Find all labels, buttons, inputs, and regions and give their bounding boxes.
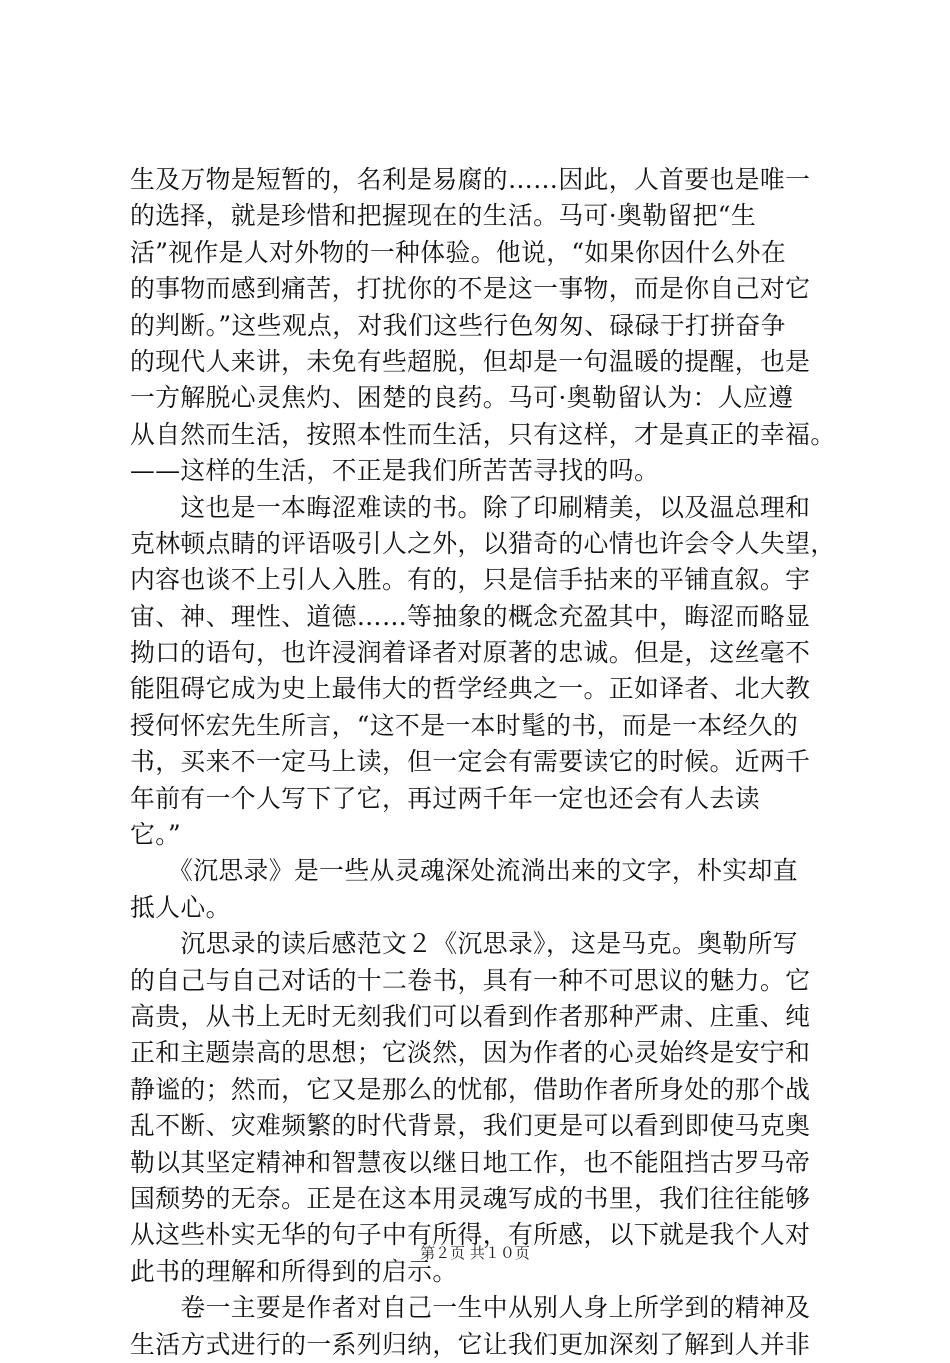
- text-line: 授何怀宏先生所言，“这不是一本时髦的书，而是一本经久的: [130, 710, 799, 740]
- page-number: 第２页 共１０页: [420, 1244, 530, 1262]
- text-line: 它。”: [130, 820, 182, 850]
- text-line: 静谧的；然而，它又是那么的忧郁，借助作者所身处的那个战: [130, 1074, 811, 1104]
- text-line: 宙、神、理性、道德……等抽象的概念充盈其中，晦涩而略显: [130, 601, 811, 631]
- text-line: 活”视作是人对外物的一种体验。他说，“如果你因什么外在: [130, 237, 787, 267]
- text-line: 国颓势的无奈。正是在这本用灵魂写成的书里，我们往往能够: [130, 1183, 811, 1213]
- text-line: 能阻碍它成为史上最伟大的哲学经典之一。正如译者、北大教: [130, 674, 811, 704]
- text-line: 的事物而感到痛苦，打扰你的不是这一事物，而是你自己对它: [130, 274, 811, 304]
- text-line: 书，买来不一定马上读，但一定会有需要读它的时候。近两千: [130, 747, 811, 777]
- text-line: 抵人心。: [130, 892, 231, 922]
- text-line: 此书的理解和所得到的启示。: [130, 1256, 458, 1286]
- text-line: ——这样的生活，不正是我们所苦苦寻找的吗。: [130, 456, 660, 486]
- text-line: 正和主题崇高的思想；它淡然，因为作者的心灵始终是安宁和: [130, 1038, 811, 1068]
- text-line: 的选择，就是珍惜和把握现在的生活。马可·奥勒留把“生: [130, 201, 757, 231]
- text-line: 的自己与自己对话的十二卷书，具有一种不可思议的魅力。它: [130, 965, 811, 995]
- text-line: 《沉思录》是一些从灵魂深处流淌出来的文字，朴实却直: [130, 856, 798, 886]
- text-line: 生活方式进行的一系列归纳，它让我们更加深刻了解到人并非: [130, 1329, 811, 1359]
- text-line: 高贵，从书上无时无刻我们可以看到作者那种严肃、庄重、纯: [130, 1001, 811, 1031]
- text-line: 生及万物是短暂的，名利是易腐的……因此，人首要也是唯一: [130, 165, 811, 194]
- text-line: 这也是一本晦涩难读的书。除了印刷精美，以及温总理和: [130, 492, 811, 522]
- text-line: 乱不断、灾难频繁的时代背景，我们更是可以看到即使马克奥: [130, 1111, 811, 1141]
- text-line: 年前有一个人写下了它，再过两千年一定也还会有人去读: [130, 783, 760, 813]
- text-line: 勒以其坚定精神和智慧夜以继日地工作，也不能阻挡古罗马帝: [130, 1147, 811, 1177]
- page-footer: [0, 1242, 950, 1263]
- text-line: 拗口的语句，也许浸润着译者对原著的忠诚。但是，这丝毫不: [130, 638, 811, 668]
- text-line: 克林顿点睛的评语吸引人之外，以猎奇的心情也许会令人失望，: [130, 528, 836, 558]
- text-line: 从自然而生活，按照本性而生活，只有这样，才是真正的幸福。: [130, 419, 836, 449]
- text-line: 的判断。”这些观点，对我们这些行色匆匆、碌碌于打拼奋争: [130, 310, 786, 340]
- text-line: 内容也谈不上引人入胜。有的，只是信手拈来的平铺直叙。宇: [130, 565, 811, 595]
- text-line: 的现代人来讲，未免有些超脱，但却是一句温暖的提醒，也是: [130, 346, 811, 376]
- body-text: [130, 162, 836, 1363]
- text-line: 卷一主要是作者对自己一生中从别人身上所学到的精神及: [130, 1293, 811, 1323]
- text-line: 沉思录的读后感范文２《沉思录》，这是马克。奥勒所写: [130, 929, 798, 959]
- text-line: 从这些朴实无华的句子中有所得，有所感，以下就是我个人对: [130, 1220, 811, 1250]
- text-line: 一方解脱心灵焦灼、困楚的良药。马可·奥勒留认为：人应遵: [130, 383, 794, 413]
